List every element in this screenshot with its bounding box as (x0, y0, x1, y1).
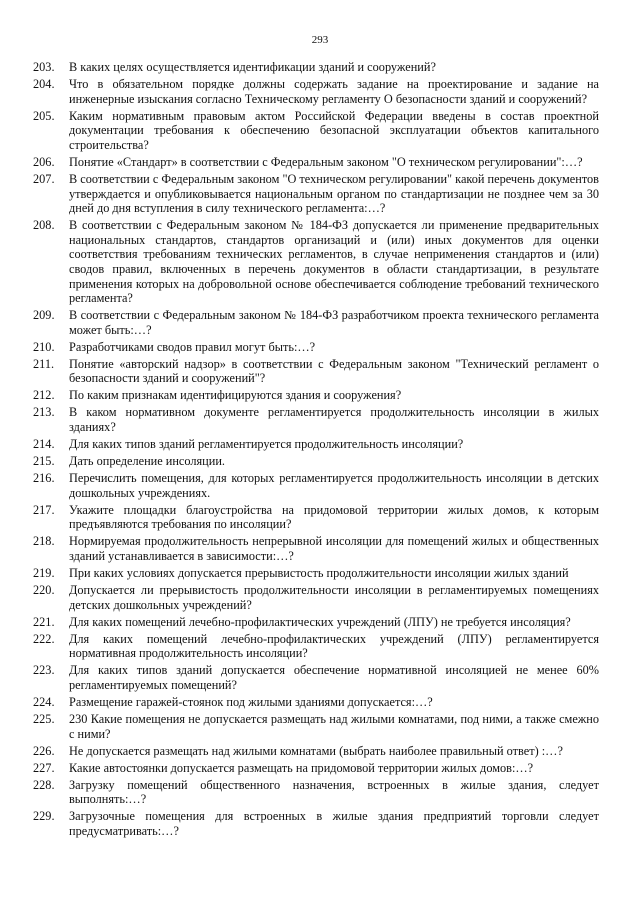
question-item (33, 388, 599, 403)
question-number: 206. (33, 154, 55, 169)
page-number: 293 (311, 34, 329, 46)
question-number: 212. (33, 388, 55, 403)
question-number: 229. (33, 809, 55, 824)
question-item (33, 109, 599, 153)
question-number: 228. (33, 777, 55, 792)
question-text: Не допускается размещать над жилыми комнатами (выбрать наиболее правильный ответ) :…? (69, 743, 563, 758)
question-text: В соответствии с Федеральным законом № 184-ФЗ допускается ли применение предварительных национальных стандартов, стандартов организаций и (или) иных документов для оценки соответствия требованиям технических регламентов, в случае неприменения стандартов и (или) сводов правил, включенных в перечень документов в области стандартизации, в результате применения которых на добровольной основе обеспечивается соблюдение требований технического регламента? (69, 218, 599, 306)
question-number: 213. (33, 405, 55, 420)
question-text: Для каких помещений лечебно-профилактических учреждений (ЛПУ) регламентируется нормативная продолжительность инсоляции? (69, 631, 599, 661)
question-text: Перечислить помещения, для которых регламентируется продолжительность инсоляции в детских дошкольных учреждениях. (69, 471, 599, 500)
question-item (33, 77, 599, 106)
question-number: 203. (33, 60, 55, 74)
question-text: Размещение гаражей-стоянок под жилыми зданиями допускается:…? (69, 694, 433, 709)
question-item (33, 534, 599, 563)
question-text: По каким признакам идентифицируются здания и сооружения? (69, 388, 402, 403)
question-item (33, 615, 599, 630)
question-text: Для каких типов зданий допускается обеспечение нормативной инсоляцией не менее 60% регламентируемых помещений? (69, 663, 599, 692)
question-number: 220. (33, 583, 55, 598)
question-item (33, 155, 599, 170)
question-item (33, 663, 599, 692)
question-item (33, 809, 599, 838)
question-number: 216. (33, 471, 55, 486)
question-text: Для каких типов зданий регламентируется продолжительность инсоляции? (69, 437, 464, 452)
question-number: 226. (33, 743, 55, 758)
question-item (33, 712, 599, 741)
question-number: 227. (33, 760, 55, 775)
question-item (33, 218, 599, 306)
question-number: 219. (33, 566, 55, 580)
question-number: 208. (33, 218, 55, 233)
question-list (33, 60, 599, 841)
question-text: Допускается ли прерывистость продолжительности инсоляции в регламентируемых помещениях детских дошкольных учреждений? (69, 583, 599, 612)
question-text: Дать определение инсоляции. (69, 454, 225, 469)
question-item (33, 566, 599, 581)
question-number: 218. (33, 534, 55, 549)
question-number: 221. (33, 614, 55, 629)
question-number: 209. (33, 308, 55, 323)
question-item (33, 405, 599, 434)
question-text: В соответствии с Федеральным законом "О техническом регулировании" какой перечень документов утверждается и опубликовывается национальным органом по стандартизации не позднее чем за 30 дней до дня вступления в силу технического регламента:…? (69, 171, 599, 216)
question-item (33, 778, 599, 807)
question-text: Какие автостоянки допускается размещать на придомовой территории жилых домов:…? (69, 760, 534, 775)
question-item (33, 60, 599, 75)
question-number: 207. (33, 171, 55, 186)
question-item (33, 583, 599, 612)
question-text: Что в обязательном порядке должны содержать задание на проектирование и задание на инженерные изыскания согласно Техническому регламенту О безопасности зданий и сооружений? (69, 77, 599, 106)
question-text: Каким нормативным правовым актом Российской Федерации введены в состав проектной документации требования к обеспечению безопасной эксплуатации объектов капитального строительства? (69, 108, 599, 152)
question-number: 217. (33, 502, 55, 517)
question-item (33, 172, 599, 216)
question-number: 204. (33, 77, 55, 92)
question-text: Укажите площадки благоустройства на придомовой территории жилых домов, к которым предъявляются требования по инсоляции? (69, 502, 599, 532)
question-number: 222. (33, 631, 55, 646)
question-item (33, 308, 599, 337)
question-text: 230 Какие помещения не допускается размещать над жилыми комнатами, под ними, а также смежно с ними? (69, 711, 599, 741)
question-number: 211. (33, 356, 55, 371)
question-number: 214. (33, 437, 55, 452)
question-text: Понятие «Стандарт» в соответствии с Федеральным законом "О техническом регулировании":…? (69, 154, 583, 169)
question-number: 225. (33, 711, 55, 726)
question-number: 224. (33, 694, 55, 709)
question-item (33, 761, 599, 776)
question-number: 223. (33, 663, 55, 678)
question-text: Нормируемая продолжительность непрерывной инсоляции для помещений жилых и общественных зданий устанавливается в зависимости:…? (69, 534, 599, 563)
question-text: При каких условиях допускается прерывистость продолжительности инсоляции жилых зданий (69, 566, 569, 580)
question-text: Разработчиками сводов правил могут быть:…? (69, 339, 316, 354)
question-item (33, 454, 599, 469)
question-item (33, 437, 599, 452)
question-text: Для каких помещений лечебно-профилактических учреждений (ЛПУ) не требуется инсоляция? (69, 614, 571, 629)
question-text: В каких целях осуществляется идентификации зданий и сооружений? (69, 60, 436, 74)
question-item (33, 503, 599, 532)
question-text: Загрузку помещений общественного назначения, встроенных в жилые здания, следует выполнять:…? (69, 777, 599, 807)
question-item (33, 471, 599, 500)
question-item (33, 744, 599, 759)
question-item (33, 357, 599, 386)
question-text: Понятие «авторский надзор» в соответствии с Федеральным законом "Технический регламент о безопасности зданий и сооружений"? (69, 356, 599, 386)
question-item (33, 695, 599, 710)
question-item (33, 632, 599, 661)
question-number: 205. (33, 108, 55, 123)
question-number: 215. (33, 454, 55, 469)
question-text: В каком нормативном документе регламентируется продолжительность инсоляции в жилых зданиях? (69, 405, 599, 435)
question-item (33, 340, 599, 355)
question-text: В соответствии с Федеральным законом № 184-ФЗ разработчиком проекта технического регламента может быть:…? (69, 308, 599, 337)
question-text: Загрузочные помещения для встроенных в жилые здания предприятий торговли следует предусматривать:…? (69, 809, 599, 838)
question-number: 210. (33, 339, 55, 354)
